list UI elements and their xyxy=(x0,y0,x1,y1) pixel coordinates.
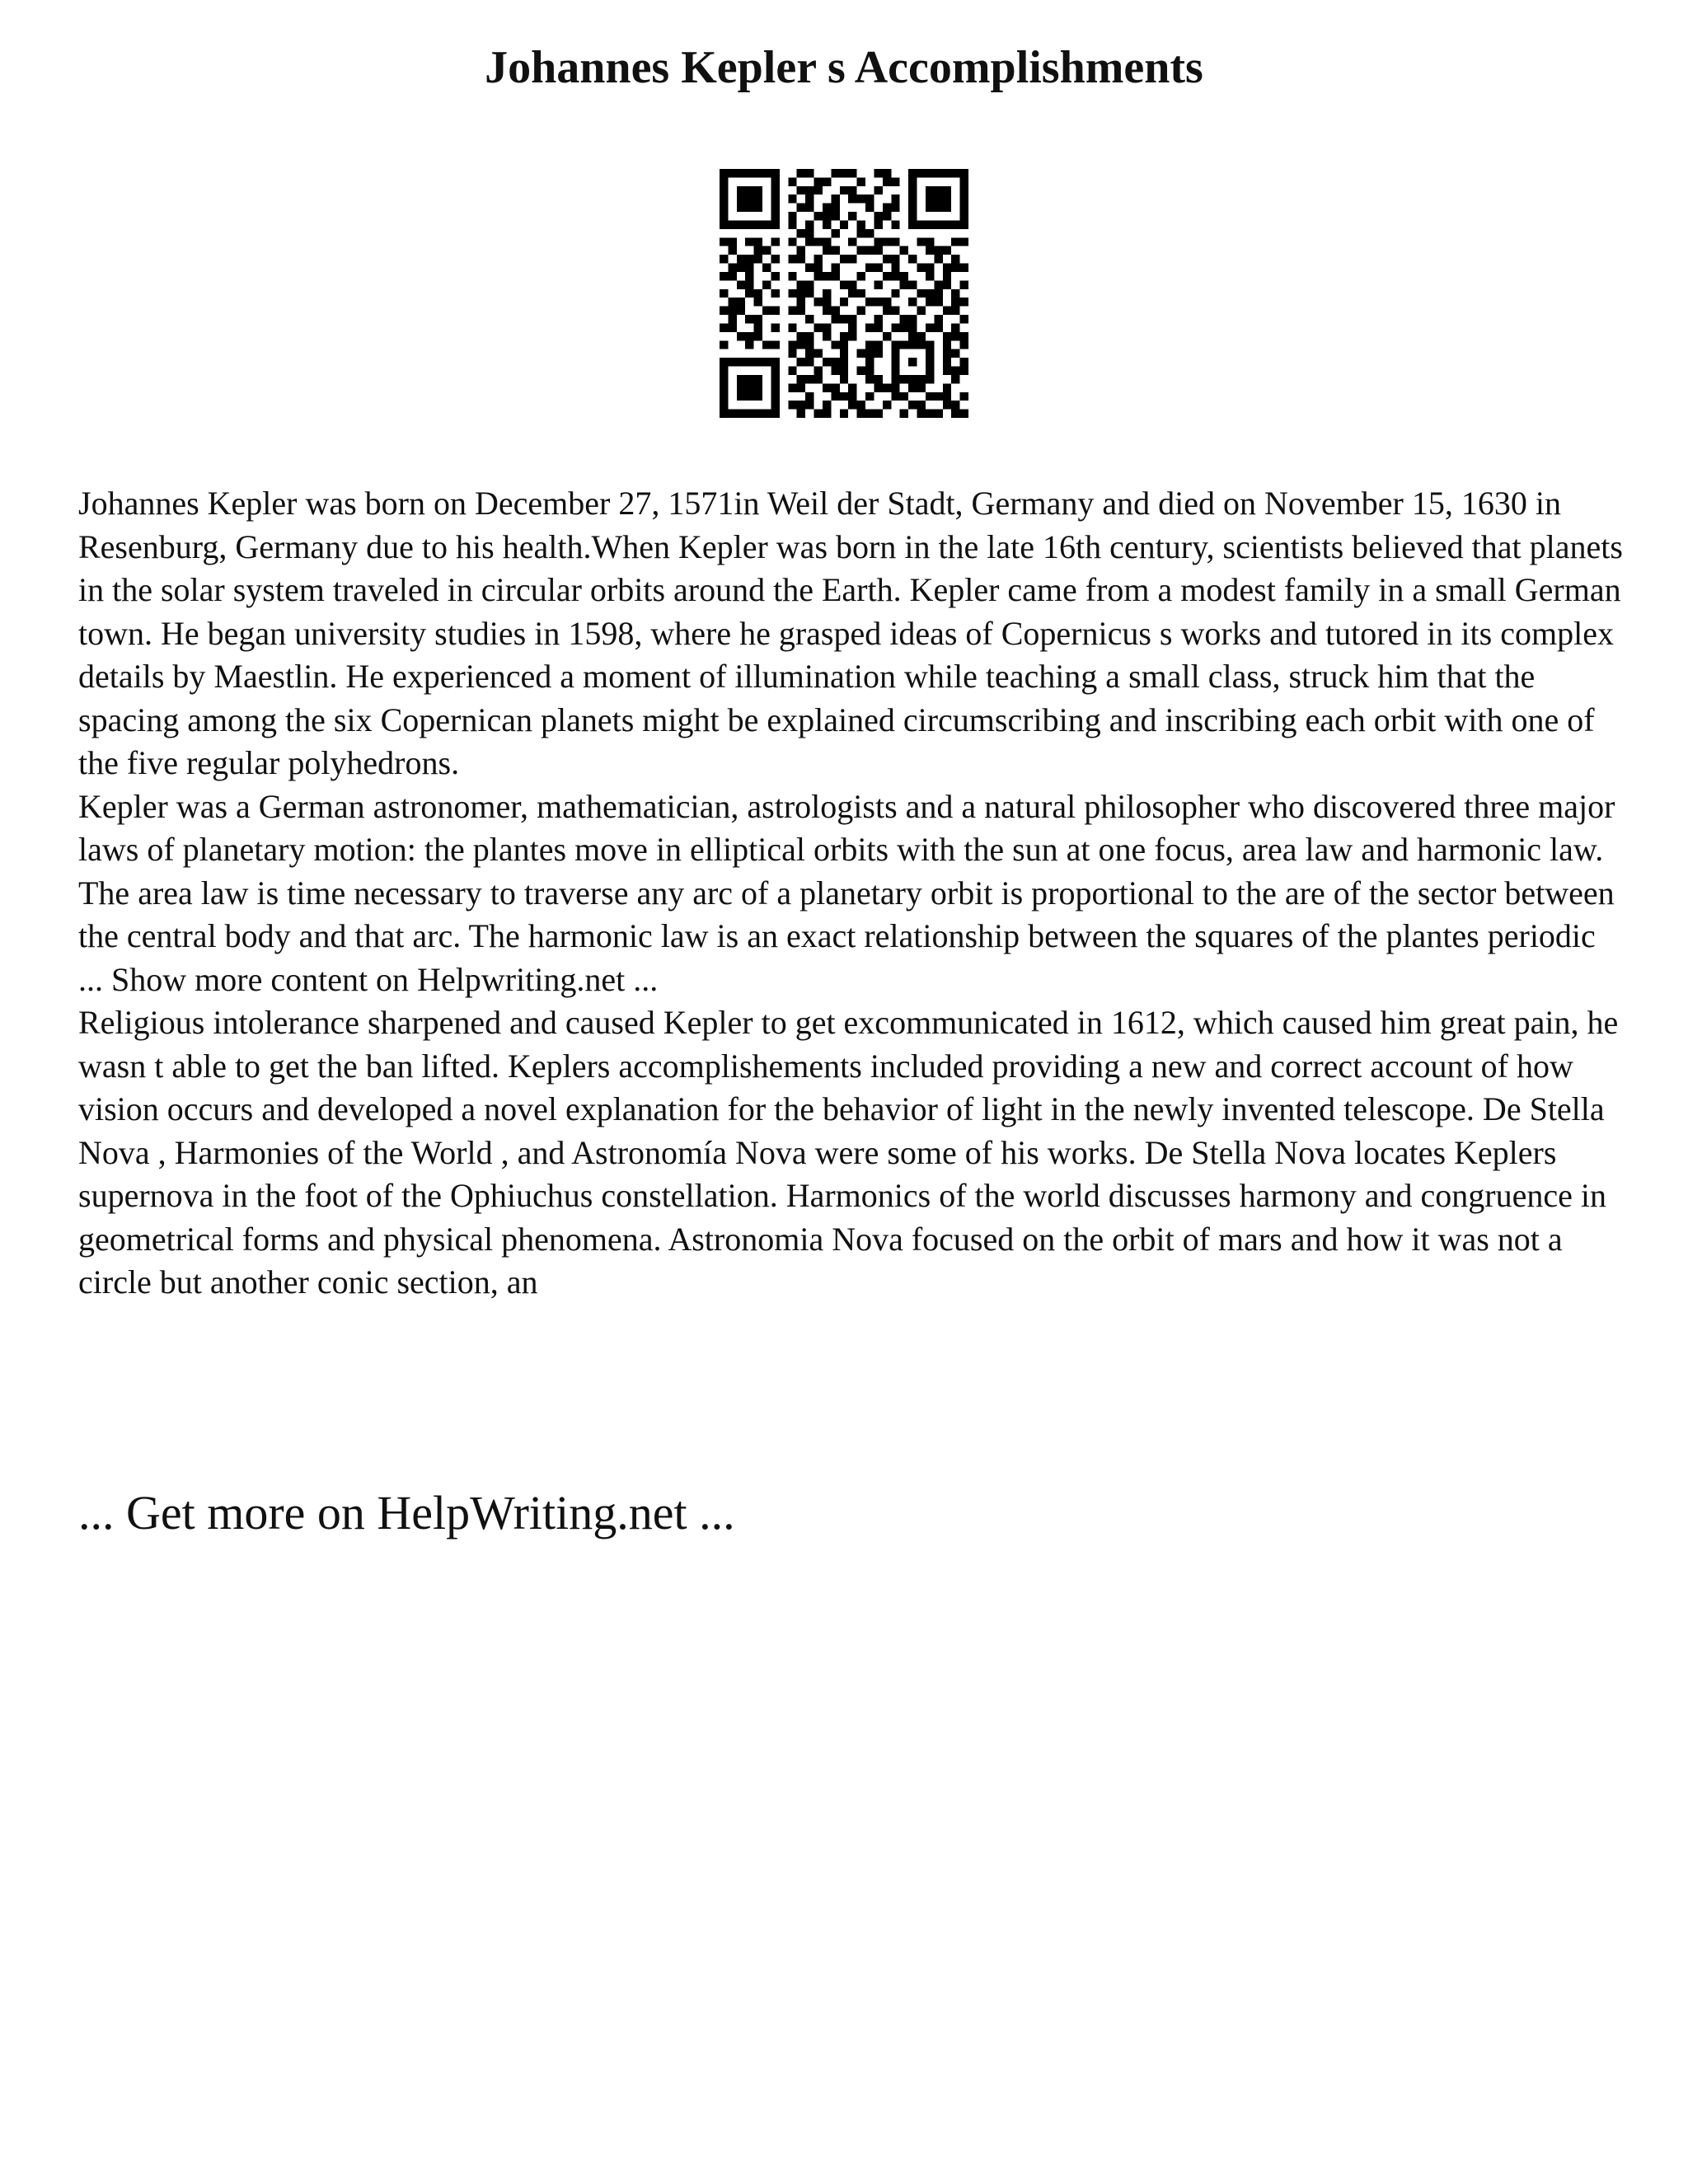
page-title: Johannes Kepler s Accomplishments xyxy=(485,42,1203,93)
article-paragraph: Kepler was a German astronomer, mathematician, astrologists and a natural philosopher who discovered three major laws of planetary motion: the plantes move in elliptical orbits with the sun at one focus, area law and harmonic law. The area law is time necessary to traverse any arc of a planetary orbit is proportional to the are of the sector between the central body and that arc. The harmonic law is an exact relationship between the squares of the plantes periodic ... Show more content on Helpwriting.net ... xyxy=(78,787,1615,998)
qr-code-graphic xyxy=(720,169,968,418)
article-paragraph: Religious intolerance sharpened and caused Kepler to get excommunicated in 1612, which caused him great pain, he wasn t able to get the ban lifted. Keplers accomplishements included providing a new and correct account of how vision occurs and developed a novel explanation for the behavior of light in the newly invented telescope. De Stella Nova , Harmonies of the World , and Astronomía Nova were some of his works. De Stella Nova locates Keplers supernova in the foot of the Ophiuchus constellation. Harmonics of the world discusses harmony and congruence in geometrical forms and physical phenomena. Astronomia Nova focused on the orbit of mars and how it was not a circle but another conic section, an xyxy=(78,1004,1619,1301)
qr-code-icon xyxy=(720,169,968,418)
get-more-link[interactable]: ... Get more on HelpWriting.net ... xyxy=(78,1486,735,1540)
article-body xyxy=(78,482,1628,1305)
article-paragraph: Johannes Kepler was born on December 27, 1571in Weil der Stadt, Germany and died on November 15, 1630 in Resenburg, Germany due to his health.When Kepler was born in the late 16th century, scientists believed that planets in the solar system traveled in circular orbits around the Earth. Kepler came from a modest family in a small German town. He began university studies in 1598, where he grasped ideas of Copernicus s works and tutored in its complex details by Maestlin. He experienced a moment of illumination while teaching a small class, struck him that the spacing among the six Copernican planets might be explained circumscribing and inscribing each orbit with one of the five regular polyhedrons. xyxy=(78,485,1623,781)
